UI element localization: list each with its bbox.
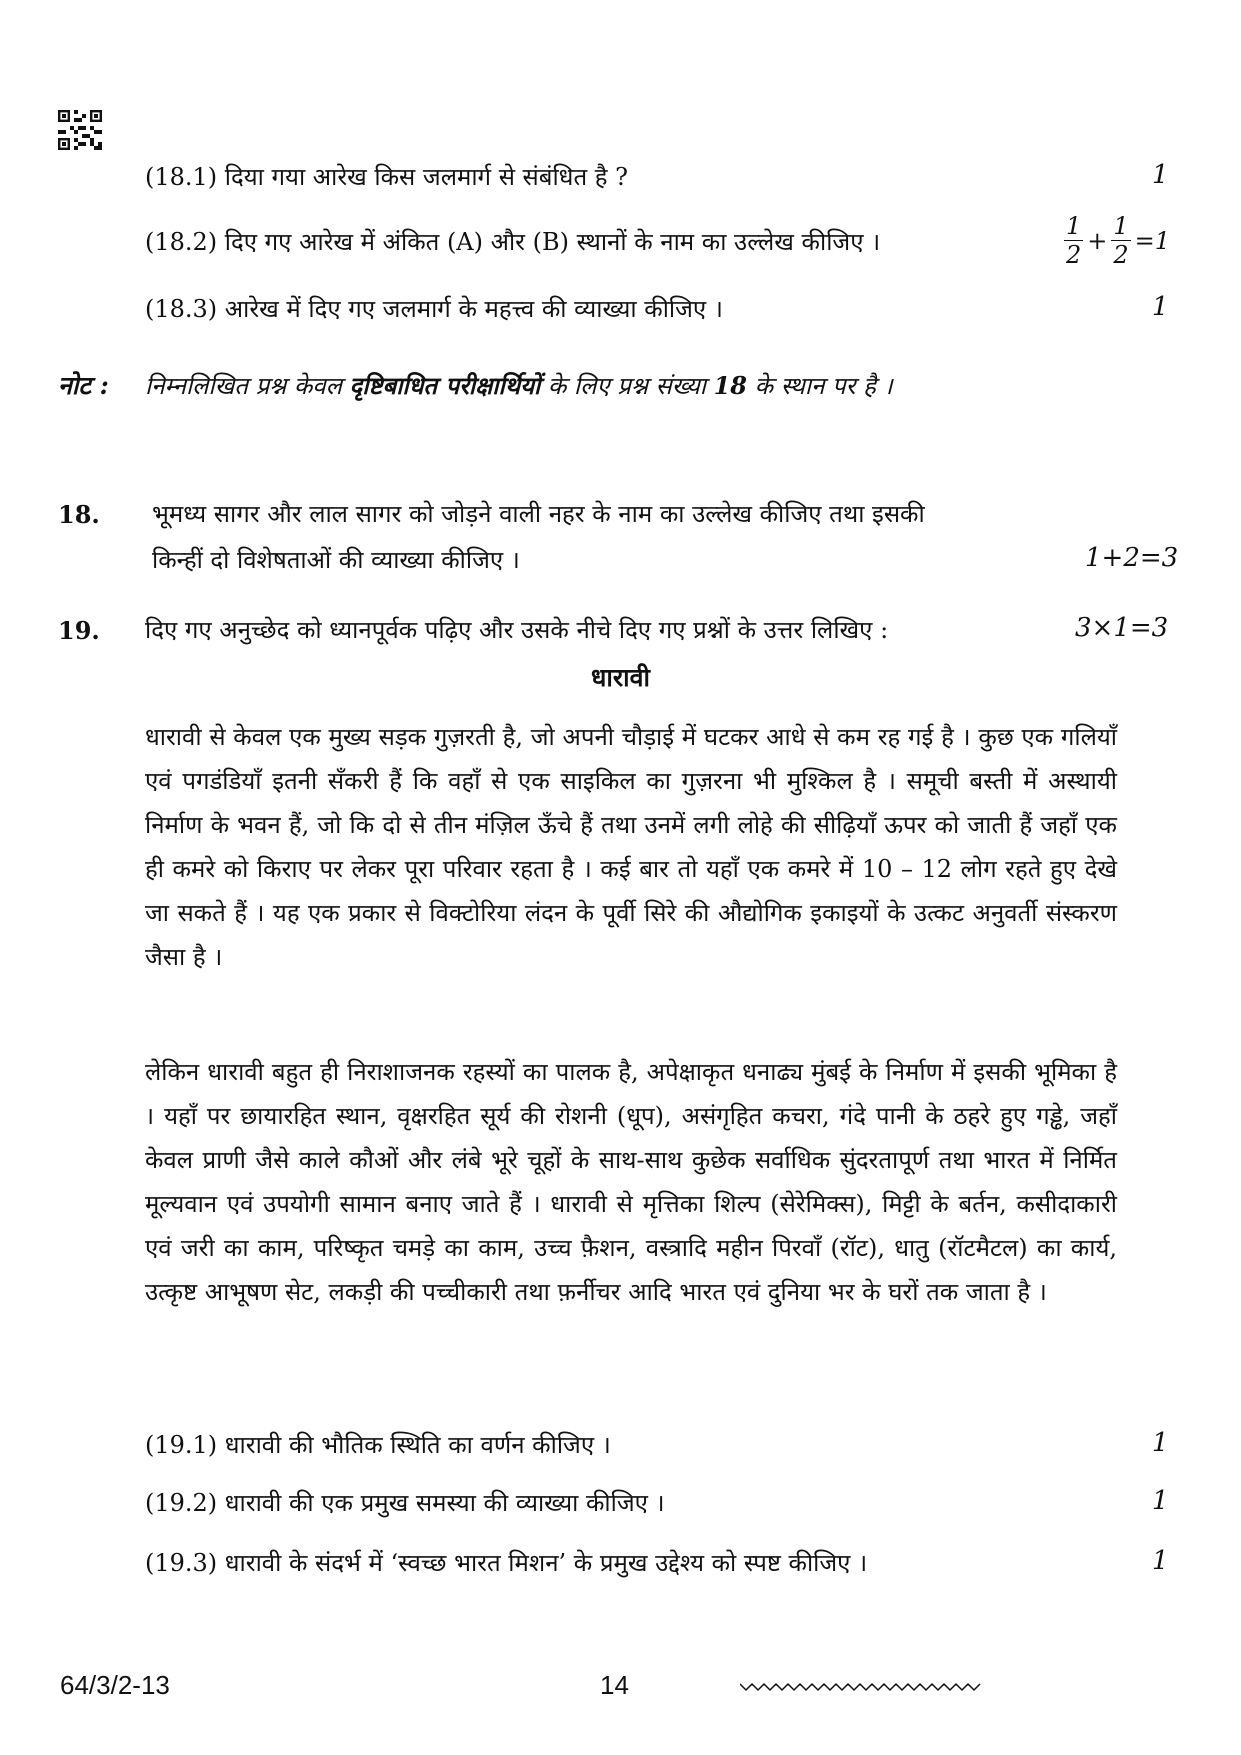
frac-numerator: 1 xyxy=(1066,212,1082,240)
qr-code-icon xyxy=(58,110,102,150)
passage-title: धारावी xyxy=(591,663,650,692)
note-label: नोट : xyxy=(58,371,109,400)
passage-paragraph-1: धारावी से केवल एक मुख्य सड़क गुज़रती है, जो अपनी चौड़ाई में घटकर आधे से कम रह गई है । कुछ एक गलियाँ एवं पगडंडियाँ इतनी सँकरी हैं कि वहाँ से एक साइकिल का गुज़रना भी मुश्किल है । समूची बस्ती में अस्थायी निर्माण के भवन हैं, जो कि दो से तीन मंज़िल ऊँचे हैं तथा उनमें लगी लोहे की सीढ़ियाँ ऊपर को जाती हैं जहाँ एक ही कमरे को किराए पर लेकर पूरा परिवार रहता है । कई बार तो यहाँ एक कमरे में 10 – 12 लोग रहते हुए देखे जा सकते हैं । यह एक प्रकार से विक्टोरिया लंदन के पूर्वी सिरे की औद्योगिक इकाइयों के उत्कट अनुवर्ती संस्करण जैसा है । xyxy=(145,723,1117,971)
wavy-line-icon xyxy=(740,1680,990,1694)
q19-marks: 3×1=3 xyxy=(1075,613,1169,643)
q19-2-text: (19.2) धारावी की एक प्रमुख समस्या की व्याख्या कीजिए । xyxy=(145,1489,665,1517)
frac-numerator: 1 xyxy=(1113,212,1129,240)
paper-code: 64/3/2-13 xyxy=(60,1670,170,1700)
q18-vi-line2: किन्हीं दो विशेषताओं की व्याख्या कीजिए । xyxy=(152,546,520,574)
q18-1-marks: 1 xyxy=(1152,160,1169,190)
q19-3-marks: 1 xyxy=(1152,1546,1169,1576)
q18-vi-line1: भूमध्य सागर और लाल सागर को जोड़ने वाली नहर के नाम का उल्लेख कीजिए तथा इसकी xyxy=(152,500,925,528)
q18-1-text: (18.1) दिया गया आरेख किस जलमार्ग से संबंधित है ? xyxy=(145,163,628,191)
frac-denominator: 2 xyxy=(1066,241,1082,269)
note-text-part: निम्नलिखित प्रश्न केवल xyxy=(145,372,350,400)
q18-2-marks xyxy=(1060,212,1170,269)
note-question-number: 18 xyxy=(713,371,747,400)
q18-2-text: (18.2) दिए गए आरेख में अंकित (A) और (B) स्थानों के नाम का उल्लेख कीजिए । xyxy=(145,228,881,256)
note-text-bold: दृष्टिबाधित परीक्षार्थियों xyxy=(349,371,541,400)
q19-1-text: (19.1) धारावी की भौतिक स्थिति का वर्णन कीजिए । xyxy=(145,1431,611,1459)
q19-number: 19. xyxy=(58,616,100,645)
note-text-part: के स्थान पर है । xyxy=(747,372,893,400)
q18-vi-marks: 1+2=3 xyxy=(1085,543,1179,573)
q19-prompt: दिए गए अनुच्छेद को ध्यानपूर्वक पढ़िए और उसके नीचे दिए गए प्रश्नों के उत्तर लिखिए : xyxy=(145,616,889,644)
note-text xyxy=(145,362,1125,410)
q19-1-marks: 1 xyxy=(1152,1428,1169,1458)
q19-2-marks: 1 xyxy=(1152,1486,1169,1516)
q19-3-text: (19.3) धारावी के संदर्भ में ‘स्वच्छ भारत मिशन’ के प्रमुख उद्देश्य को स्पष्ट कीजिए । xyxy=(145,1549,868,1577)
note-text-part: के लिए प्रश्न संख्या xyxy=(540,372,714,400)
page-number: 14 xyxy=(600,1670,629,1700)
q18-3-text: (18.3) आरेख में दिए गए जलमार्ग के महत्त्व की व्याख्या कीजिए । xyxy=(145,295,723,323)
frac-denominator: 2 xyxy=(1113,241,1129,269)
q18-vi-number: 18. xyxy=(58,500,100,529)
frac-plus: + xyxy=(1087,226,1108,255)
passage-paragraph-2: लेकिन धारावी बहुत ही निराशाजनक रहस्यों का पालक है, अपेक्षाकृत धनाढ्य मुंबई के निर्माण में इसकी भूमिका है । यहाँ पर छायारहित स्थान, वृक्षरहित सूर्य की रोशनी (धूप), असंगृहित कचरा, गंदे पानी के ठहरे हुए गड्ढे, जहाँ केवल प्राणी जैसे काले कौओं और लंबे भूरे चूहों के साथ-साथ कुछेक सर्वाधिक सुंदरतापूर्ण तथा भारत में निर्मित मूल्यवान एवं उपयोगी सामान बनाए जाते हैं । धारावी से मृत्तिका शिल्प (सेरेमिक्स), मिट्टी के बर्तन, कसीदाकारी एवं जरी का काम, परिष्कृत चमड़े का काम, उच्च फ़ैशन, वस्त्रादि महीन पिरवाँ (रॉट), धातु (रॉटमैटल) का कार्य, उत्कृष्ट आभूषण सेट, लकड़ी की पच्चीकारी तथा फ़र्नीचर आदि भारत एवं दुनिया भर के घरों तक जाता है । xyxy=(145,1058,1117,1306)
frac-equals: =1 xyxy=(1134,226,1171,255)
q18-3-marks: 1 xyxy=(1152,292,1169,322)
